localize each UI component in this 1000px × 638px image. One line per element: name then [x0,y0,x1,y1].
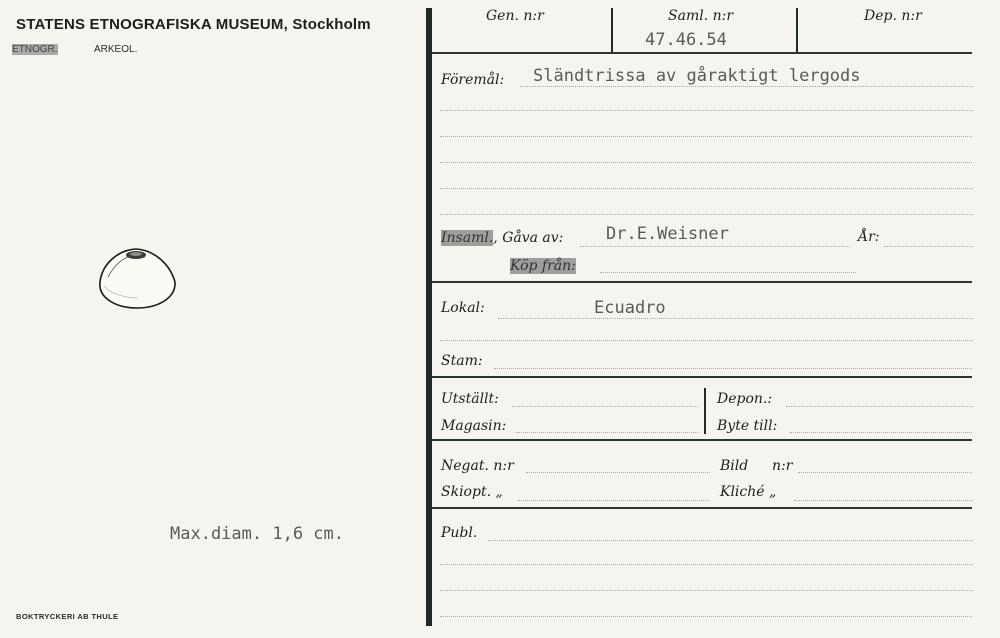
dotted-line [790,432,972,433]
foremal-value: Sländtrissa av gåraktigt lergods [533,66,861,86]
dotted-line [498,318,972,319]
dotted-line [520,86,972,87]
foremal-label: Föremål: [441,72,505,88]
divider-utstallt-depon [704,388,706,434]
dotted-line [518,500,710,501]
rule-after-acquisition [432,281,972,283]
dotted-line [440,616,972,617]
bild-nr-label: n:r [772,458,793,474]
gava-value: Dr.E.Weisner [606,224,729,244]
dep-nr-label: Dep. n:r [864,8,922,24]
dotted-line [440,188,972,189]
dotted-line [440,110,972,111]
dotted-line [440,162,972,163]
publ-label: Publ. [441,525,478,541]
skiopt-label: Skiopt. „ [441,484,503,500]
category-arkeol: ARKEOL. [94,44,138,55]
dotted-line [512,406,698,407]
main-divider [426,8,432,626]
kop-label-text: Köp från: [510,258,576,274]
stam-label: Stam: [441,353,483,369]
dotted-line [440,340,972,341]
lokal-value: Ecuadro [594,298,666,318]
insaml-label-text: Insaml. [441,230,494,246]
dotted-line [440,590,972,591]
gen-nr-label: Gen. n:r [486,8,544,24]
museum-title: STATENS ETNOGRAFISKA MUSEUM, Stockholm [16,16,371,33]
lokal-label: Lokal: [441,300,485,316]
saml-nr-value: 47.46.54 [645,30,727,50]
dotted-line [798,472,972,473]
dotted-line [494,368,972,369]
negat-label: Negat. n:r [441,458,514,474]
spindle-whorl-drawing [96,244,180,314]
dotted-line [440,564,972,565]
dotted-line [526,472,710,473]
kliche-label: Kliché „ [720,484,777,500]
depon-label: Depon.: [717,391,773,407]
magasin-label: Magasin: [441,418,507,434]
dotted-line [786,406,972,407]
rule-after-photo [432,507,972,509]
bild-label: Bild [720,458,749,474]
printer-credit: BOKTRYCKERI AB THULE [16,612,119,621]
dotted-line [488,540,972,541]
byte-label: Byte till: [717,418,778,434]
rule-after-magasin [432,439,972,441]
utstallt-label: Utställt: [441,391,499,407]
insaml-label: Insaml., Gåva av: [441,230,564,246]
divider-gen-saml [611,8,613,52]
rule-top [432,52,972,54]
rule-after-stam [432,376,972,378]
dotted-line [580,246,850,247]
ar-label: År: [858,229,880,245]
divider-saml-dep [796,8,798,52]
dotted-line [440,214,972,215]
dotted-line [516,432,698,433]
dotted-line [794,500,972,501]
dotted-line [440,136,972,137]
struck-category: ETNOGR. [12,44,58,55]
gava-label: Gåva av: [502,230,564,246]
measurement-text: Max.diam. 1,6 cm. [170,524,344,544]
saml-nr-label: Saml. n:r [668,8,734,24]
kop-label [510,258,576,274]
dotted-line [600,272,856,273]
dotted-line [884,246,972,247]
